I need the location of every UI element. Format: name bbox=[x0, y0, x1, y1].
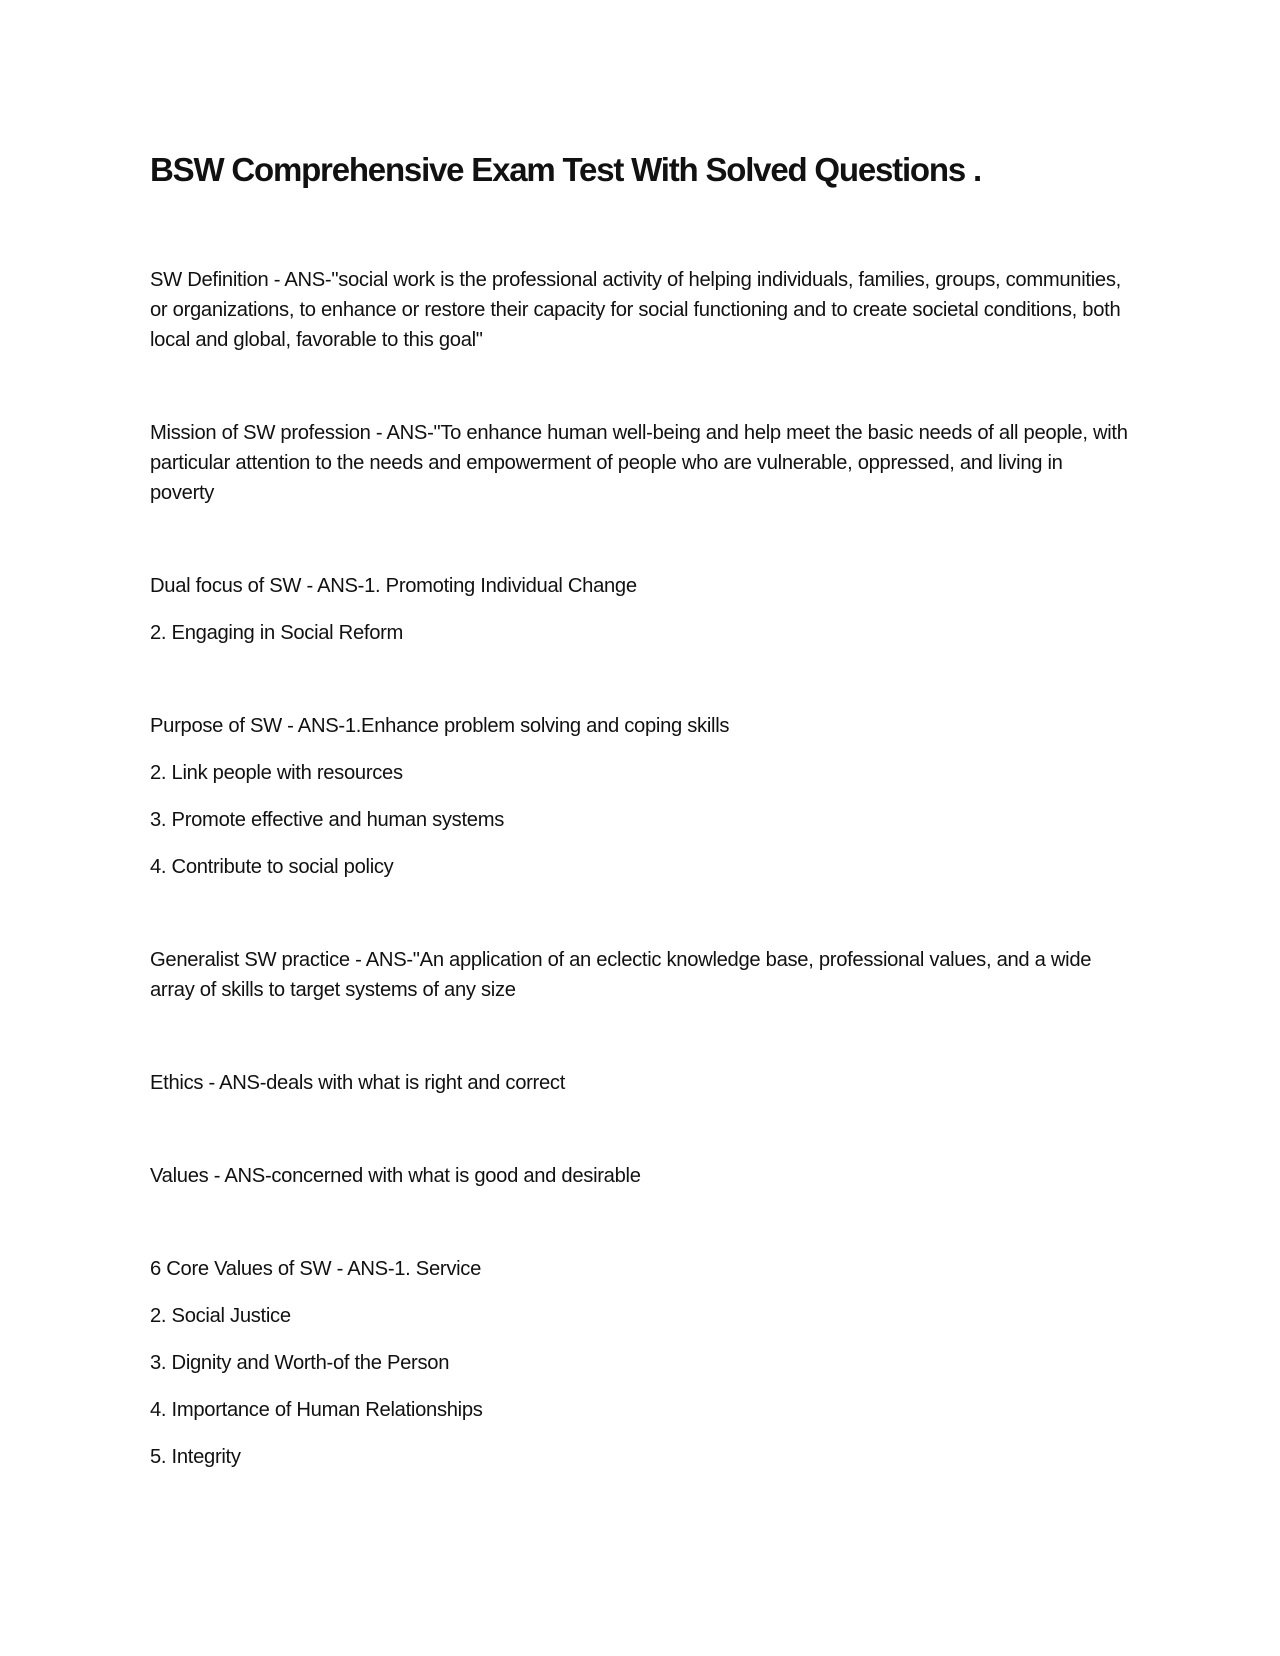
entry-list-item: 4. Importance of Human Relationships bbox=[150, 1399, 483, 1421]
entry-values bbox=[150, 1161, 1130, 1191]
entry-text: Purpose of SW - ANS-1.Enhance problem solving and coping skills bbox=[150, 715, 730, 737]
entry-text: Values - ANS-concerned with what is good and desirable bbox=[150, 1165, 641, 1187]
entry-list-item: 2. Engaging in Social Reform bbox=[150, 622, 404, 644]
entry-text: Generalist SW practice - ANS-"An application of an eclectic knowledge base, professional values, and a wide array of skills to target systems of any size bbox=[150, 949, 1092, 1001]
entry-text: Ethics - ANS-deals with what is right and correct bbox=[150, 1072, 566, 1094]
entry-list-item: 2. Link people with resources bbox=[150, 762, 403, 784]
entry-generalist-practice bbox=[150, 945, 1130, 1005]
entry-list-item: 2. Social Justice bbox=[150, 1305, 291, 1327]
entry-sw-definition bbox=[150, 265, 1130, 355]
document-title: BSW Comprehensive Exam Test With Solved Questions . bbox=[150, 151, 981, 188]
entry-text: Dual focus of SW - ANS-1. Promoting Individual Change bbox=[150, 575, 637, 597]
entry-ethics bbox=[150, 1068, 1130, 1098]
entry-text: 6 Core Values of SW - ANS-1. Service bbox=[150, 1258, 482, 1280]
entry-list-item: 5. Integrity bbox=[150, 1446, 241, 1468]
entry-text: Mission of SW profession - ANS-"To enhance human well-being and help meet the basic needs of all people, with particular attention to the needs and empowerment of people who are vulnerable, oppressed, and living in poverty bbox=[150, 422, 1128, 504]
entry-list-item: 3. Promote effective and human systems bbox=[150, 809, 505, 831]
document-page bbox=[150, 148, 1130, 192]
entry-text: SW Definition - ANS-"social work is the professional activity of helping individuals, families, groups, communities, or organizations, to enhance or restore their capacity for social functioning and to create societal conditions, both local and global, favorable to this goal" bbox=[150, 269, 1121, 351]
entry-mission bbox=[150, 418, 1130, 508]
entry-dual-focus bbox=[150, 571, 1130, 648]
entry-list-item: 4. Contribute to social policy bbox=[150, 856, 394, 878]
entry-list-item: 3. Dignity and Worth-of the Person bbox=[150, 1352, 450, 1374]
entry-core-values bbox=[150, 1254, 1130, 1472]
entry-purpose bbox=[150, 711, 1130, 882]
